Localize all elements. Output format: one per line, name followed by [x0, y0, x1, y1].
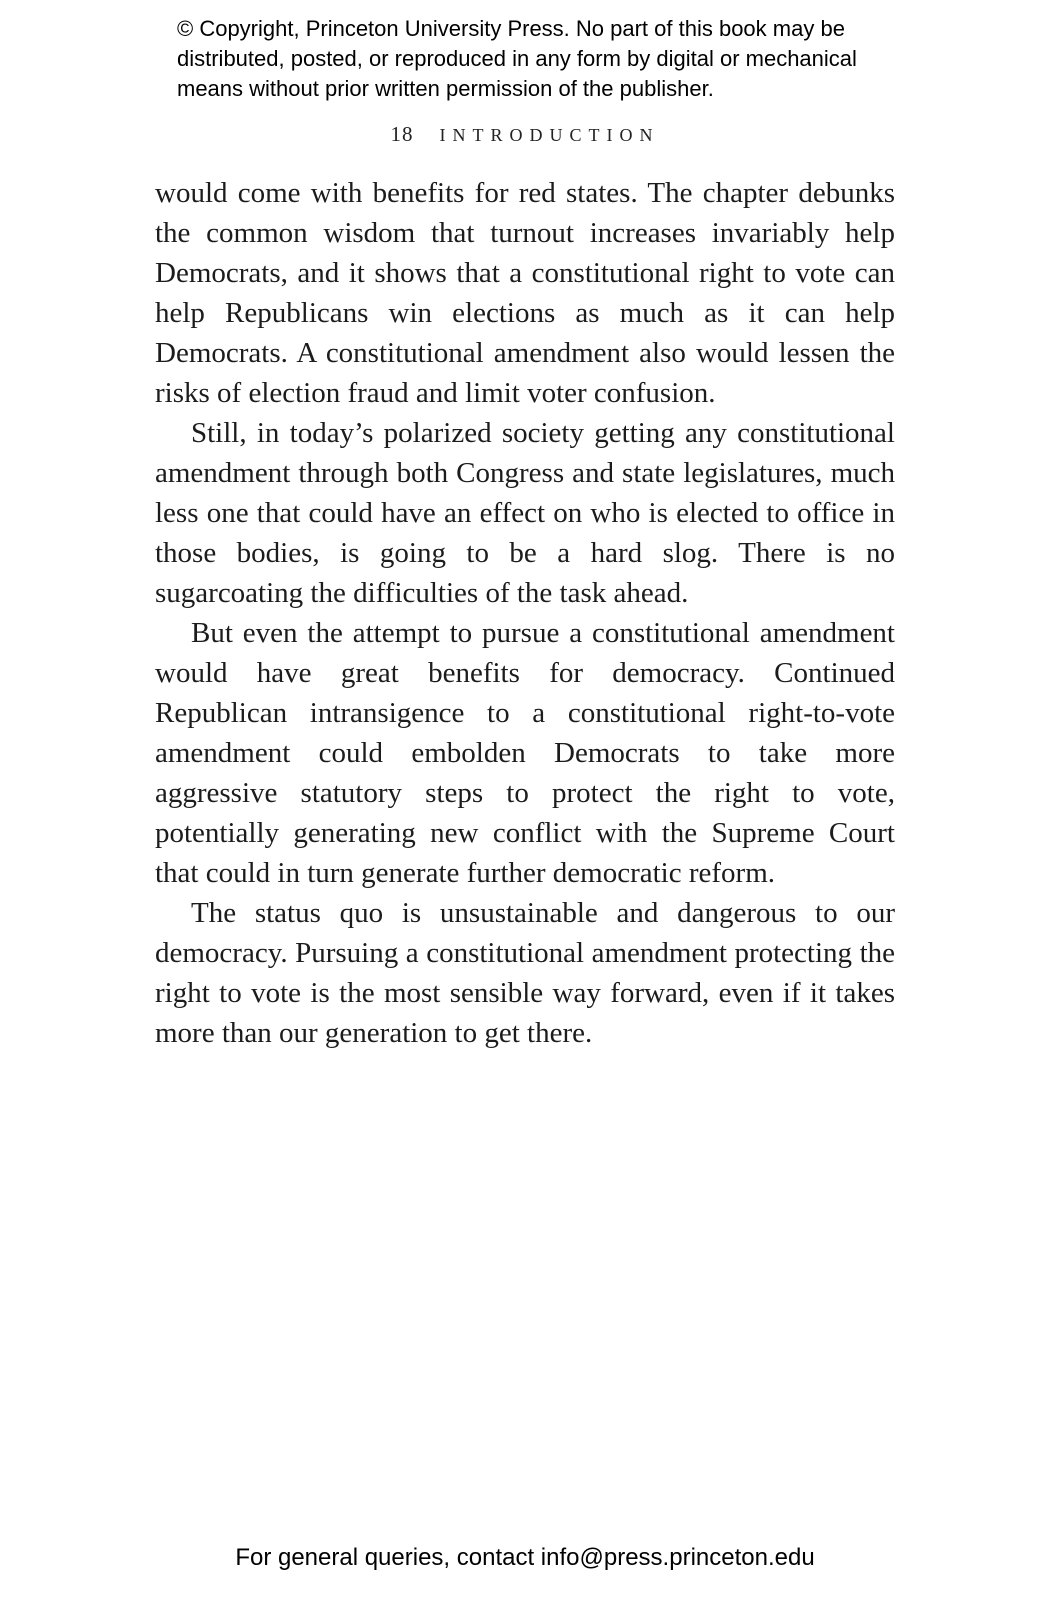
body-paragraph: The status quo is unsustainable and dangerous to our democracy. Pursuing a constitutional amendment protecting the right to vote is the most sensible way forward, even if it takes more than our generation to get there.	[155, 897, 895, 1049]
footer-contact: For general queries, contact info@press.princeton.edu	[235, 1544, 815, 1571]
body-paragraph: Still, in today’s polarized society getting any constitutional amendment through both Congress and state legislatures, much less one that could have an effect on who is elected to office in those bodies, is going to be a hard slog. There is no sugarcoating the difficulties of the task ahead.	[155, 417, 895, 609]
body-paragraph: would come with benefits for red states. The chapter debunks the common wisdom that turnout increases invariably help Democrats, and it shows that a constitutional right to vote can help Republicans win elections as much as it can help Democrats. A constitutional amendment also would lessen the risks of election fraud and limit voter confusion.	[155, 177, 895, 409]
body-paragraph: But even the attempt to pursue a constitutional amendment would have great benefits for democracy. Continued Republican intransigence to a constitutional right-to-vote amendment could embolden Democrats to take more aggressive statutory steps to protect the right to vote, potentially generating new conflict with the Supreme Court that could in turn generate further democratic reform.	[155, 617, 895, 889]
running-head	[0, 122, 1050, 147]
copyright-notice: © Copyright, Princeton University Press. No part of this book may be distributed, posted, or reproduced in any form by digital or mechanical means without prior written permission of the publisher.	[177, 16, 857, 101]
chapter-title: INTRODUCTION	[439, 125, 660, 145]
page-number: 18	[390, 122, 414, 146]
page-body	[155, 173, 895, 1053]
